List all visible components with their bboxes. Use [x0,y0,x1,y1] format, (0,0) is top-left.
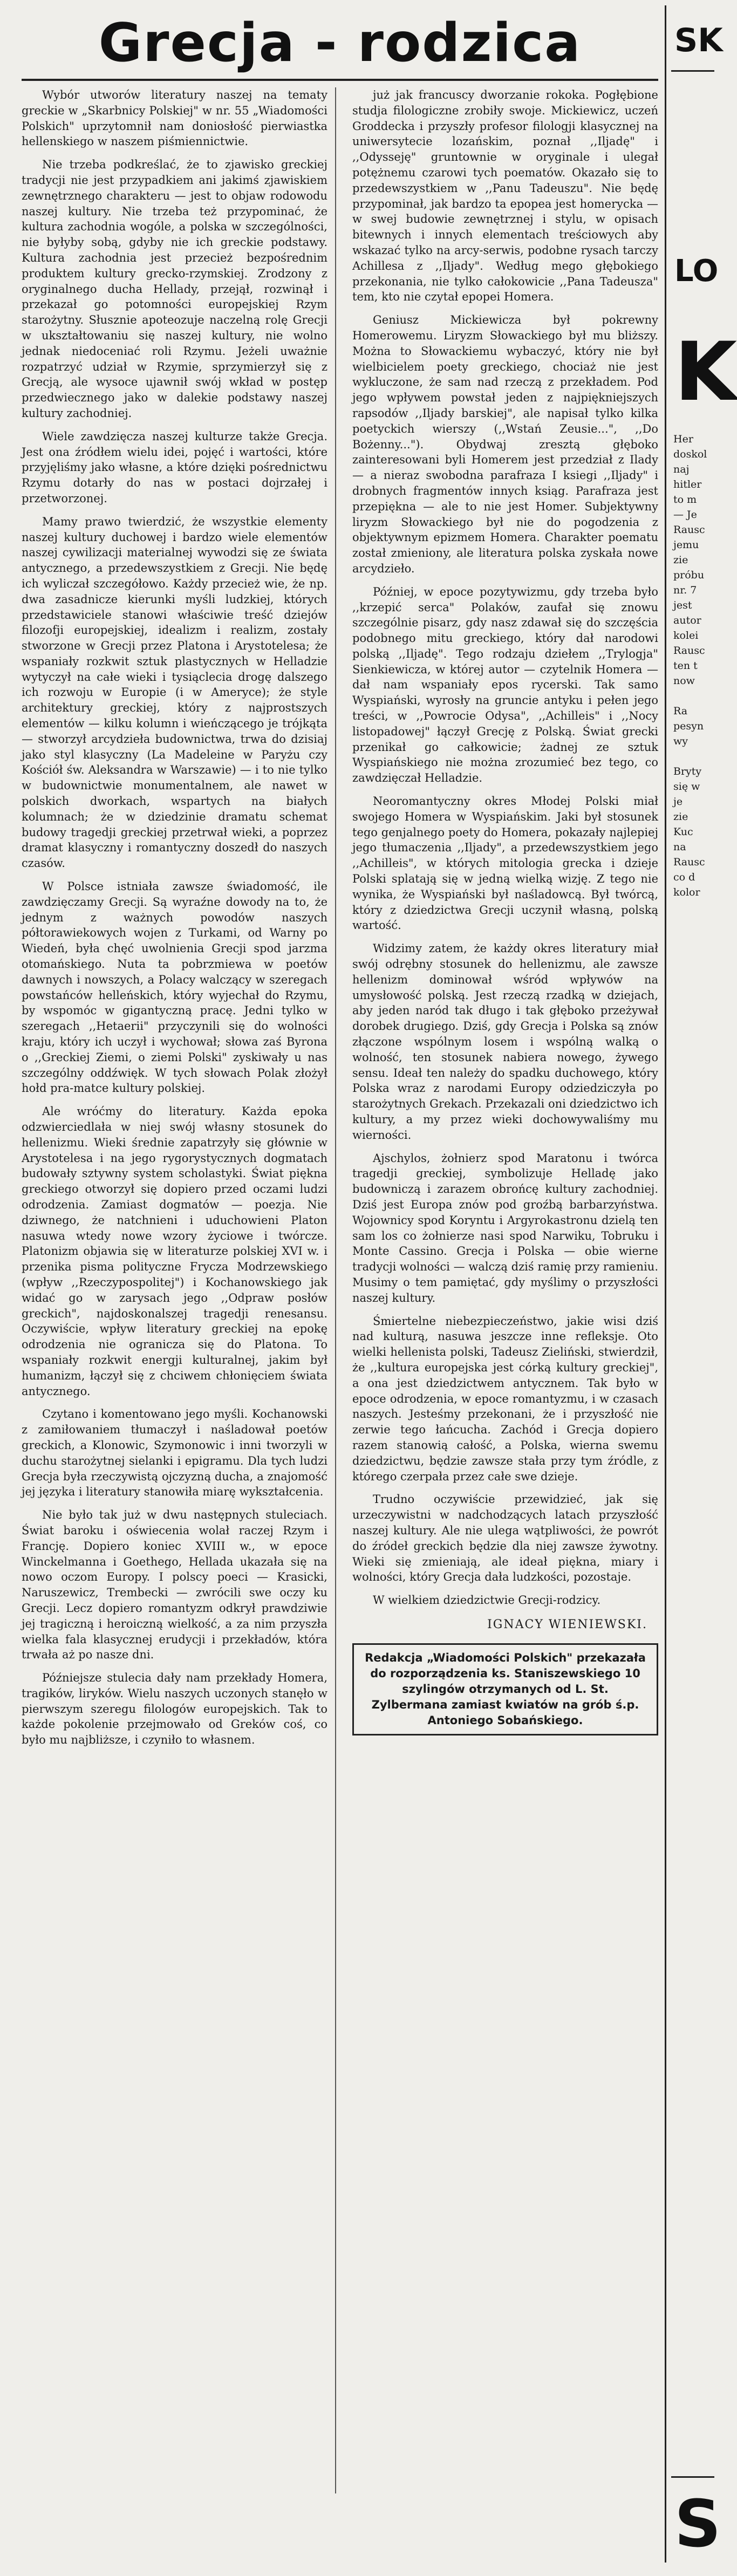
adjacent-rule [671,70,714,72]
page-divider [665,5,666,2563]
paragraph: Śmiertelne niebezpieczeństwo, jakie wisi dziś nad kulturą, nasuwa jeszcze inne refleksje. Oto wielki hellenista polski, Tadeusz Zieliński, stwierdził, że ,,kultura europejska jest córką kultury greckiej", a ona jest dziedzictwem antycznem. Tak było w epoce odrodzenia, w epoce romantyzmu, i w czasach naszych. Jesteśmy przekonani, że i przyszłość nie zerwie tego łańcucha. Zachód i Grecja dopiero razem stanowią całość, a Polska, wierna swemu dziedzictwu, będzie zawsze stała przy tym źródle, z którego czerpała przez całe swe dzieje. [352,1314,658,1483]
paragraph: Czytano i komentowano jego myśli. Kochanowski z zamiłowaniem tłumaczył i naśladował poetów greckich, a Klonowic, Szymonowic i inni tworzyli w duchu starożytnej sielanki i epigramu. Dla tych ludzi Grecja była rzeczywistą ojczyzną ducha, a znajomość jej języka i literatury stanowiła miarę wykształcenia. [22,1407,327,1499]
article-columns [22,87,658,2493]
paragraph: Ajschylos, żołnierz spod Maratonu i twórca tragedji greckiej, symbolizuje Helladę jako budowniczą i zarazem obrońcę kultury zachodniej. Dziś jest Europa znów pod groźbą barbarzyństwa. Wojownicy spod Koryntu i Argyrokastronu dzielą ten sam los co żołnierze nasi spod Narwiku, Tobruku i Monte Cassino. Grecja i Polska — obie wierne tradycji wolności — walczą dziś ramię przy ramieniu. Musimy o tem pamiętać, gdy myślimy o przyszłości naszej kultury. [352,1151,658,1304]
adjacent-heading-fragment: SK [674,22,723,59]
article-title: Grecja - rodzica [98,12,582,74]
article-column-1 [22,87,336,2493]
author-signature: IGNACY WIENIEWSKI. [487,1617,647,1631]
adjacent-text-fragment: Her doskol naj hitler to m — Je Rausc jemu zie próbu nr. 7 jest autor kolei Rausc ten t now Ra pesyn wy Bryty się w je zie Kuc na Rausc co d kolor [673,433,707,898]
paragraph: Wybór utworów literatury naszej na tematy greckie w „Skarbnicy Polskiej" w nr. 55 „Wiadomości Polskich" uprzytomnił nam doniosłość pierwiastka hellenskiego w naszem piśmiennictwie. [22,88,327,148]
paragraph: Wiele zawdzięcza naszej kulturze także Grecja. Jest ona źródłem wielu idei, pojęć i wartości, które przyjęliśmy jako własne, a które dzięki pośrednictwu Rzymu dotarły do nas w postaci dojrzałej i przetworzonej. [22,429,327,505]
paragraph: Nie trzeba podkreślać, że to zjawisko greckiej tradycji nie jest przypadkiem ani jakimś zjawiskiem zewnętrznego charakteru — jest to objaw rodowodu naszej kultury. Nie trzeba też przypominać, że kultura zachodnia wogóle, a polska w szczególności, nie byłyby sobą, gdyby nie ich greckie podstawy. Kultura zachodnia jest przecież bezpośrednim produktem kultury grecko-rzymskiej. Zrodzony z oryginalnego ducha Hellady, przejął, rozwinął i przekazał go potomności europejskiej Rzym starożytny. Słusznie apoteozuje naczelną rolę Grecji w ukształtowaniu się naszej kultury, nie wolno jednak niedoceniać roli Rzymu. Jeżeli uważnie rozpatrzyć udział w Rzymie, sprzymierzył się z Grecją, ale wysoce ujawnił swój wkład w postęp przedwiecznego jako w dalekie podstawy naszej kultury zachodniej. [22,158,327,420]
paragraph: Widzimy zatem, że każdy okres literatury miał swój odrębny stosunek do hellenizmu, ale zawsze hellenizm dominował wśród wpływów na umysłowość polską. Jest rzeczą rzadką w dziejach, aby jeden naród tak długo i tak głęboko przeżywał dorobek drugiego. Dziś, gdy Grecja i Polska są znów złączone wspólnym losem i wspólną walką o wolność, ten stosunek nabiera nowego, żywego sensu. Ideał ten należy do spadku duchowego, który Polska wraz z narodami Europy odziedziczyła po starożytnych Grekach. Przekazali oni dziedzictwo ich kultury, a my przez wieki dochowywaliśmy mu wierności. [352,942,658,1142]
paragraph: Trudno oczywiście przewidzieć, jak się urzeczywistni w nadchodzących latach przyszłość naszej kultury. Ale nie ulega wątpliwości, że powrót do źródeł greckich będzie dla niej zawsze żywotny. Wieki się zmieniają, ale ideał piękna, miary i wolności, który Grecja dała ludzkości, pozostaje. [352,1493,658,1584]
article [22,11,658,2493]
paragraph: Ale wróćmy do literatury. Każda epoka odzwierciedlała w niej swój własny stosunek do hellenizmu. Wieki średnie zapatrzyły się głównie w Arystotelesa i na jego rygorystycznych dogmatach budowały sztywny system scholastyki. Świat piękna greckiego otworzył się dopiero przed oczami ludzi odrodzenia. Zamiast dogmatów — poezja. Nie dziwnego, że natchnieni i uduchowieni Platon nasuwa wtedy nowe wzory życiowe i twórcze. Platonizm objawia się w literaturze polskiej XVI w. i przenika pisma polityczne Frycza Modrzewskiego (wpływ ,,Rzeczypospolitej") i Kochanowskiego jak widać go w zarysach jego ,,Odpraw posłów greckich", najdoskonalszej tragedji renesansu. Oczywiście, wpływ literatury greckiej na epokę odrodzenia nie ogranicza się do Platona. To wspaniały rozkwit energji kulturalnej, jakim był humanizm, łączył się z chciwem chłonięciem świata antycznego. [22,1105,327,1398]
adjacent-rule [671,2476,714,2478]
paragraph: Geniusz Mickiewicza był pokrewny Homerowemu. Liryzm Słowackiego był mu bliższy. Można to Słowackiemu wybaczyć, który nie był wielbicielem poety greckiego, chociaż nie jest wykluczone, że sam nad rzeczą z przekładem. Pod jego wpływem powstał jeden z najpiękniejszych rapsodów ,,Iljady barskiej", ale napisał tylko kilka poetyckich wierszy (,,Wstań Zeusie...", ,,Do Bożenny..."). Obydwaj zresztą głęboko zainteresowani byli Homerem jest przedział z Ilady — a nieraz swobodna parafraza I ksiegi ,,Iljady" i drobnych fragmentów innych ksiąg. Parafraza jest przepiękna — ale to nie jest Homer. Subjektywny liryzm Słowackiego był nie do pogodzenia z objektywnym epizmem Homera. Charakter poematu został zmieniony, ale literatura polska zyskała nowe arcydzieło. [352,313,658,575]
paragraph: W Polsce istniała zawsze świadomość, ile zawdzięczamy Grecji. Są wyraźne dowody na to, że jednym z ważnych powodów naszych półtorawiekowych wojen z Turkami, od Warny po Wiedeń, była chęć uwolnienia Grecji spod jarzma otomańskiego. Nuta ta pobrzmiewa w poetów dawnych i nowszych, a Polacy walczący w szeregach powstańców helleńskich, który wyjechał do Rzymu, by wspomóc w gigantyczną pracę. Jedni tylko w szeregach ,,Hetaerii" przyczynili się do wolności kraju, który ich uczył i wychował; słowa zaś Byrona o ,,Greckiej Ziemi, o ziemi Polski" zyskiwały u nas szczególny oddźwięk. W tych słowach Polak złożył hołd pra-matce kultury polskiej. [22,880,327,1095]
paragraph: już jak francuscy dworzanie rokoka. Pogłębione studja filologiczne zrobiły swoje. Mickiewicz, uczeń Groddecka i przyszły profesor filologji klasycznej na uniwersytecie lozańskim, poznał ,,Iljadę" i ,,Odysseję" gruntownie w oryginale i ulegał potężnemu czarowi tych poematów. Okazało się to przedewszystkiem w ,,Panu Tadeuszu". Nie będę przypominał, jak bardzo ta epopea jest homerycka — w swej budowie zewnętrznej i stylu, w opisach bitewnych i innych elementach treściowych aby wskazać tylko na arcy-serwis, podobne rysach tarczy Achillesa z ,,Iljady". Według mego głębokiego przekonania, nie tylko całokowicie ,,Pana Tadeusza" tem, kto nie czytał epopei Homera. [352,88,658,304]
paragraph: W wielkiem dziedzictwie Grecji-rodzicy. [373,1594,601,1607]
article-column-2 [352,87,658,2493]
paragraph: Mamy prawo twierdzić, że wszystkie elementy naszej kultury duchowej i bardzo wiele elementów naszej cywilizacji materialnej wywodzi się ze świata antycznego, a przedewszystkiem z Grecji. Nie będę ich wyliczał szczegółowo. Każdy przecież wie, że np. dwa zasadnicze kierunki myśli ludzkiej, których przedstawiciele stanowi właściwie treść dziejów filozofji europejskiej, idealizm i realizm, zostały stworzone w Grecji przez Platona i Arystotelesa; że wspaniały rozkwit sztuk plastycznych w Helladzie wytyczył na całe wieki i tysiąclecia drogę dalszego ich rozwoju w Europie (i w Ameryce); że style architektury greckiej, który z najprostszych elementów — kilku kolumn i wieńczącego je trójkąta — stworzył arcydzieła budownictwa, trwa do dzisiaj jako styl klasyczny (La Madeleine w Paryżu czy Kościół św. Aleksandra w Warszawie) — i to nie tylko w budownictwie monumentalnem, ale nawet w polskich dworkach, wspartych na białych kolumnach; że w dziedzinie dramatu schemat budowy tragedji greckiej przetrwał wieki, a poprzez dramat klasyczny i romantyczny doszedł do naszych czasów. [22,515,327,870]
adjacent-heading-fragment: K [674,325,737,419]
paragraph: Neoromantyczny okres Młodej Polski miał swojego Homera w Wyspiańskim. Jaki był stosunek tego genjalnego poety do Homera, pokazały najlepiej jego tłumaczenia ,,Iljady", a przedewszystkiem jego ,,Achilleis", w których mitologia grecka i dzieje Polski splatają się w jedną wielką wizję. Z tego nie wynika, że Wyspiański był naśladowcą. Był twórcą, który z dziedzictwa Grecji uczynił własną, polską wartość. [352,795,658,932]
adjacent-heading-fragment: S [674,2487,721,2562]
paragraph: Późniejsze stulecia dały nam przekłady Homera, tragików, liryków. Wielu naszych uczonych stanęło w pierwszym szeregu filologów europejskich. Tak to każde pokolenie przejmowało od Greków coś, co było mu najbliższe, i czyniło to własnem. [22,1671,327,1747]
adjacent-article-fragment [671,0,737,2576]
paragraph: Później, w epoce pozytywizmu, gdy trzeba było ,,krzepić serca" Polaków, zaufał się znowu szczególnie pisarz, gdy nasz zdawał się do szczęścia podobnego mitu greckiego, który dał narodowi polską ,,Iljadę". Tego rodzaju dziełem ,,Trylogja" Sienkiewicza, w której autor — czytelnik Homera — dał nam wspaniały epos rycerski. Tak samo Wyspiański, wyrosły na gruncie antyku i pełen jego treści, w ,,Powrocie Odysa", ,,Achilleis" i ,,Nocy listopadowej" łączył Grecję z Polską. Świat grecki przenikał go całkowicie; żadnej ze sztuk Wyspiańskiego nie można zrozumieć bez tego, co zawdzięczał Helladzie. [352,585,658,785]
title-rule [22,79,658,81]
editorial-notice-box: Redakcja „Wiadomości Polskich" przekazała do rozporządzenia ks. Staniszewskiego 10 szylingów otrzymanych od L. St. Zylbermana zamiast kwiatów na grób ś.p. Antoniego Sobańskiego. [352,1643,658,1735]
adjacent-heading-fragment: LO [674,254,719,289]
paragraph: Nie było tak już w dwu następnych stuleciach. Świat baroku i oświecenia wolał raczej Rzym i Francję. Dopiero koniec XVIII w., w epoce Winckelmanna i Goethego, Hellada ukazała się na nowo oczom Europy. I polscy poeci — Krasicki, Naruszewicz, Trembecki — zwrócili swe oczy ku Grecji. Lecz dopiero romantyzm odkrył prawdziwie jej tragiczną i heroiczną wielkość, a za nim przyszła wielka fala klasycznej erudycji i przekładów, która trwała aż po nasze dni. [22,1508,327,1662]
